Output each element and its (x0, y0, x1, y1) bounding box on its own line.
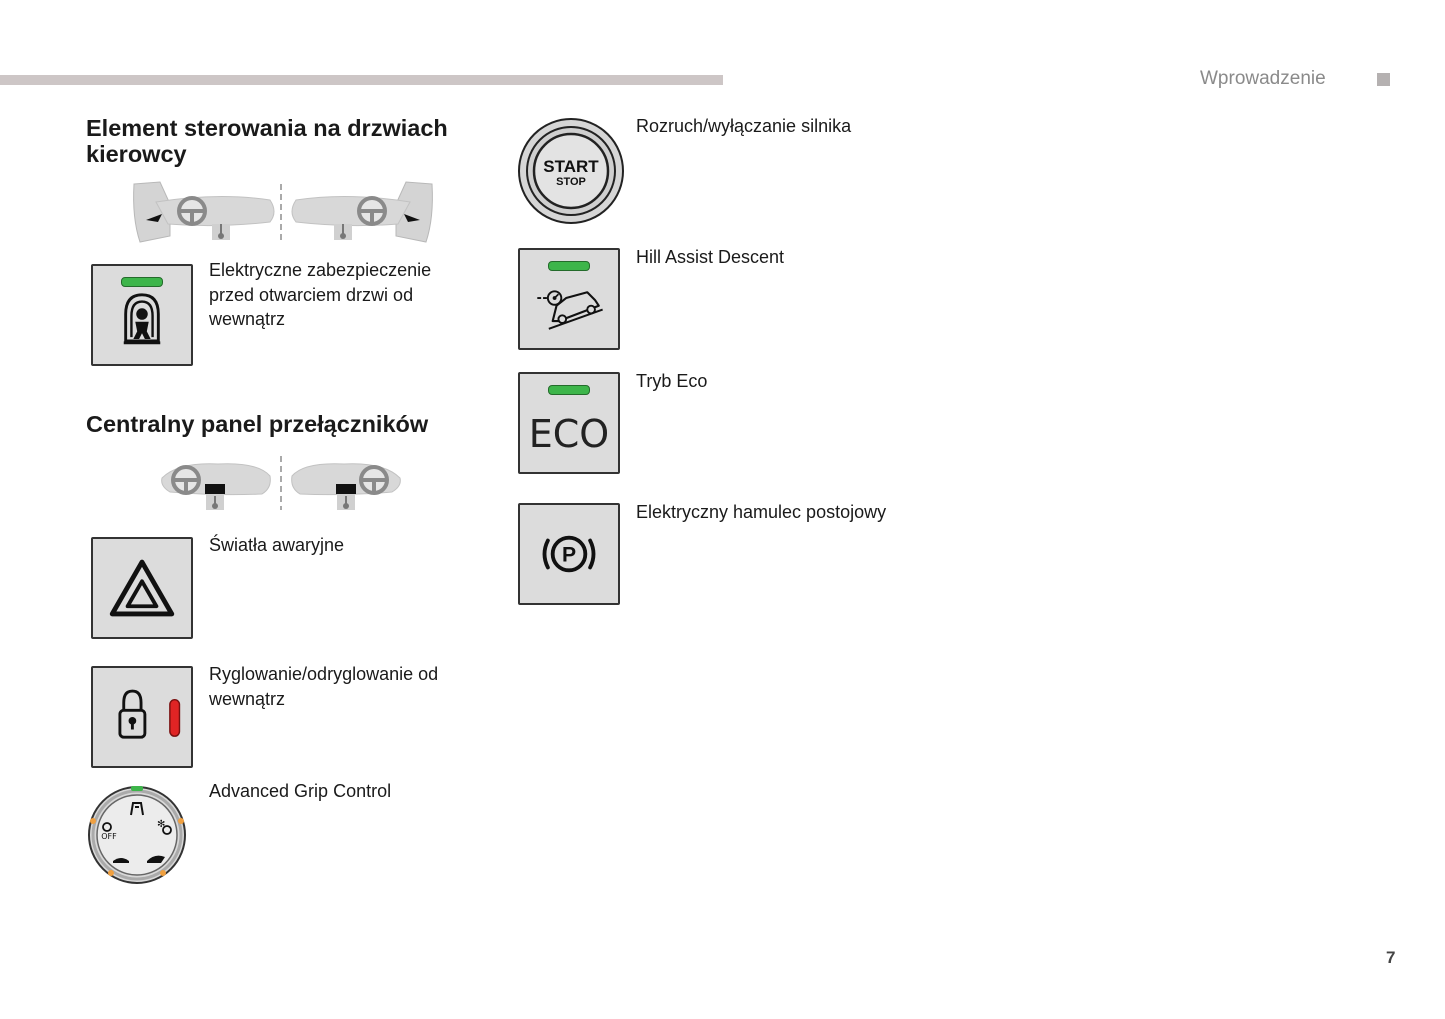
child-lock-label: Elektryczne zabezpieczenie przed otwarciem drzwi od wewnątrz (209, 260, 432, 329)
padlock-icon (93, 668, 191, 766)
parking-brake-label: Elektryczny hamulec postojowy (636, 502, 887, 522)
grip-control-dial (87, 785, 187, 885)
parking-brake-icon (520, 505, 618, 603)
hazard-warning-icon (93, 539, 191, 637)
eco-mode-icon: ECO (528, 412, 610, 456)
svg-text:✻: ✻ (157, 819, 166, 830)
grip-off-label: OFF (101, 832, 117, 841)
status-led (548, 261, 590, 271)
start-text: START (543, 157, 599, 176)
central-panel-location-diagram (158, 452, 404, 514)
status-led (121, 277, 163, 287)
grip-control-dial-icon (87, 785, 187, 885)
hazard-button (91, 537, 193, 639)
child-lock-button (91, 264, 193, 366)
central-lock-button (91, 666, 193, 768)
hill-descent-label: Hill Assist Descent (636, 247, 785, 267)
door-controls-title: Element sterowania na drzwiach kierowcy (86, 115, 448, 167)
parking-brake-button (518, 503, 620, 605)
svg-text:P: P (561, 543, 577, 567)
start-stop-button (517, 117, 625, 225)
page-number: 7 (1386, 948, 1396, 967)
header-marker (1377, 73, 1390, 86)
eco-label: Tryb Eco (636, 371, 708, 391)
central-panel-title: Centralny panel przełączników (86, 411, 429, 437)
start-stop-button-icon (517, 117, 625, 225)
central-lock-label: Ryglowanie/odryglowanie od wewnątrz (209, 664, 439, 709)
header-rule (0, 75, 723, 85)
hazard-label: Światła awaryjne (209, 535, 345, 555)
section-header-label: Wprowadzenie (1200, 68, 1326, 89)
start-stop-label: Rozruch/wyłączanie silnika (636, 116, 852, 136)
hill-descent-button (518, 248, 620, 350)
stop-text: STOP (556, 176, 586, 188)
grip-control-label: Advanced Grip Control (209, 781, 392, 801)
status-led (548, 385, 590, 395)
door-location-diagram (128, 178, 438, 248)
eco-button (518, 372, 620, 474)
